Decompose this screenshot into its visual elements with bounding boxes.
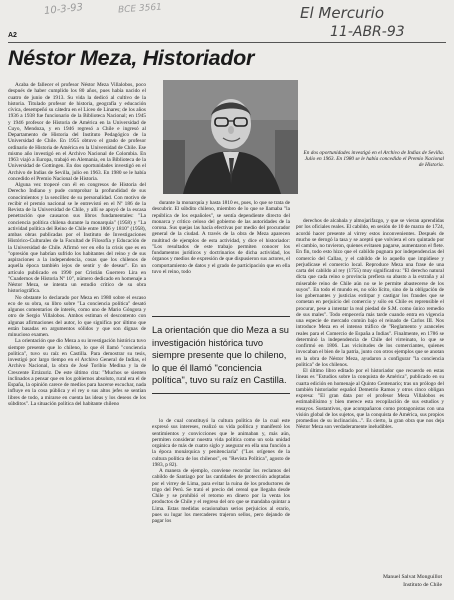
paragraph: A manera de ejemplo, conviene recordar los reclamos del cabildo de Santiago por las cantidades de protección adoptadas por el virrey de Lima, para evitar la ruina de los productores de trigo del Perú. Se trató el precio del cereal que llegaba desde Chile y se prohibió el retorno en dinero por la venta los productos de Chile y el regreso del oro que se mandaba quintar a Lima. Estas medidas ocasionaban serios perjuicios al erario, pues su lugar los mercaderes trajeron sellos, pero dejando de pagar los — [152, 468, 290, 524]
top-divider — [8, 42, 446, 43]
paragraph: Alguna vez tropecé con él en congresos de Historia del Derecho Indiano y pude comprobar la profundidad de sus conocimientos y la sencillez de su personalidad. Con motivo de recibir el premio nacional se le entrevistó en el Nº 186 de la Revista de la Universidad de Chile, y allí se apoyó de la escasa penetración que causaron sus libros fundamentales: "La conciencia política chilena durante la monarquía" (1958) y "La actividad política del Reino de Chile entre 1806 y 1810" (1958), ambas obras publicadas por el Instituto de Investigaciones Histórico-Culturales de la Facultad de Filosofía y Educación de la Universidad de Chile. Afirmó ver en ello la crisis que es en "opresión que habrían sufrido los habitantes del reino y de sus aspiraciones a la independencia, cosas que los chilenos de aquella época también iejos de sentir y de desear". En un artículo publicado en 1990 por Cristián Guerrero Lira en "Cuadernos de Historia Nº 10", número dedicado en homenaje a Néstor Meza, se intenta un estudio crítico de su obra historiográfica. — [8, 182, 146, 295]
paragraph: durante la monarquía y hasta 1810 es, pues, lo que se trata de descubrir. El súbdito chileno, miembro de lo que se llamaba "la república de los españoles", se sentía dependiente directo del monarca y critico celoso del gobierno de las autoridades de la corona. Sus quejas las hacía efectivas por medio del procurador general de la ciudad. A través de la obra de Meza aparecen multitud de ejemplos de esta actividad, y dice el historiador: "Los resultados de este trabajo permiten conocer los fundamentos jurídicos y doctrinarios de dicha actividad, los órganos y medios de expresión de que dispusieron sus actores, el comportamiento de datos y el grado de participación que en ella tuvo el reino, todo — [152, 200, 290, 275]
photo-caption: En dos oportunidades investigó en el Archivo de Indias de Sevilla. Julio en 1963. En 1980 se le había concedido el Premio Nacional de Historia. — [303, 150, 444, 169]
article-column-2 — [152, 200, 290, 275]
pull-quote-rule-bottom — [152, 393, 290, 394]
paragraph: lo de cual constituyó la cultura política de la cual este expresó sus intereses, realizó su vida política y manifestó los sentimientos y convicciones que le animaban y, más aún, permiten considerar nuestra vida política como un sola unidad orgánica de más de cuatro siglo y asegurar en ella una función a la época monárquica y penitenciaria" ("Los orígenes de la cultura política de los chilenos", en "Revista Política", agosto de 1983, p 82). — [152, 418, 290, 468]
pull-quote — [152, 316, 290, 394]
handwritten-date: 11-ABR-93 — [330, 24, 405, 40]
paragraph: derechos de alcabala y almojarifazgo, y que se vieran aprendidas por los oficiales reales. El cabildo, en sesión de 10 de marzo de 1724, acordó hacer presente al virrey estos inconvenientes. Después de mucho se derogó la tasa y se aceptó que volviera el oro quintado por el cambio, no tuvieron, quienes evitasen pagarse, aumentaron el flete. En fin, todo esto hizo que el cabildo pugnara por independencias del comercio del Callao, y el cabildo de lo aquello que impidiese y perjudicase el comercio local. Reproduce Meza una frase de una carta del cabildo al rey (1755) muy significativa: "El derecho natural dicta que cada reino o provincia prefiera su abasto a la extraña y al miserable reino de Chile aún no se le permite abastecerse de los suyos". En todo el mundo es, no sólo lícito, sino de la obligación de los gobernantes y justicias extirpar y castigar los fraudes que se cometan en perjuicio del comercio y sólo en Chile es reprensible el procurar, pese a intentar la real piedad de S.M. como único remedio de sus males". Todo empecería más tarde cuando entra en vigencia una especie de mercado común bajo el reinado de Carlos III. Nos introduce Meza en el intenso tráfico de "Reglamento y aranceles reales para el Comercio de España a Indias". Finalmente, en 1786 se determinó la independencia de Chile del virreinato, lo que se confirmó en 1806. Las vicisitudes de los comerciantes, quienes invocaban el bien de la patria, junto con otros ejemplos que se anotan en la obra de Néstor Meza, ayudaron a configurar "la conciencia política" de los chilenos. — [296, 218, 444, 368]
section-tag: A2 — [8, 32, 17, 39]
handwritten-newspaper-name: El Mercurio — [300, 4, 385, 22]
pull-quote-rule-top — [152, 316, 290, 317]
author-institution: Instituto de Chile — [403, 582, 442, 588]
handwritten-note-left: 10-3-93 — [43, 1, 84, 18]
paragraph: El último libro editado por el historiador que recuerdo en estas líneas es "Estudios sobre la conquista de América", publicado en su cuarta edición en homenaje al Quinto Centenario; tras un prólogo del también historiador español Demetrio Ramos y otros cinco obligan expresa: "El gran data por el profesor Meza Villalobos es estimabilísimo y bien merece esta recopilación de sus estudios y ensayos. Sustantivos, que acompañaron como protagonistas con una visión global de los sujetos, que la conquista de América, sus propios promedios de su inclinación...". Es cierto, la gran obra que nos deja Néstor Meza son verdaderamente ineludibles. — [296, 368, 444, 431]
pull-quote-text: La orientación que dio Meza a su investigación histórica tuvo siempre presente que lo chileno, lo que él llamó "conciencia política", tuvo su raíz en Castilla. — [152, 325, 289, 385]
paragraph: No obstante lo declarado por Meza en 1980 sobre el escaso eco de su obra, su libro sobre "La conciencia política" desató algunos comentarios de interés, como uno de Mario Góngora y otro de Sergio Villalobos. Ambos estiman el descontento con algunas afirmaciones del autor, lo que significa por último que están basadas en argumentos sólidos y que son dignas de minucioso examen. — [8, 294, 146, 338]
paragraph: La orientación que dio Meza a su investigación histórica tuvo siempre presente que lo chileno, lo que él llamó "conciencia política", tuvo su raíz en Castilla. Para demostrar su tesis, investigó por largo tiempo en el Archivo General de Indias, el Archivo Nacional, la obra de José Toribio Medina y la de Crescente Errázuriz. De este último cita: "Muchos se sienten inclinados a pensar que en los gobiernos absoluto, rural era el de España, la opinión carece de medios para hacerse escuchar, nada influye en la cosa pública y el rey o sus altos jefes se sentían libres de todo, a mirarse en cuenta las ideas y los deseos de los súbditos". La situación política del habitante chileno — [8, 338, 146, 407]
portrait-photo-image — [163, 80, 298, 194]
handwritten-note-middle: BCE 3561 — [117, 2, 163, 16]
article-headline: Néstor Meza, Historiador — [8, 46, 255, 70]
portrait-photo — [163, 80, 298, 194]
author-name: Manuel Salvat Monguillot — [382, 574, 442, 580]
article-column-2-continued — [152, 418, 290, 524]
paragraph: Acaba de fallecer el profesor Néstor Meza Villalobos, poco después de haber cumplido los 80 años, pues había nacido el cuatro de junio de 1913. Su vida la dedicó al cultivo de la historia. Titulado profesor de historia, geografía y educación cívica, desempeñó su cátedra en el Liceo de Linares; de los años 1936 a 1938 fue funcionario de la Biblioteca Nacional; en 1945 y 1946 profesor de Historia de América en la Universidad de Cuyo, Mendoza, y en 1946 regresó a Chile e ingresó al Departamento de Historia del Instituto Pedagógico de la Universidad de Chile. En 1955 obtuvo el grado de profesor ordinario de Historia de América en la Universidad de Chile. Ese mismo año investigó en el Archivo Nacional de Colombia. En 1963 viajó a Europa, trabajó en Alemania, en la Biblioteca de la Universidad de Gottingen. En dos oportunidades investigó en el Archivo de Indias de Sevilla, julio en 1963. En 1980 se le había concedido el Premio Nacional de Historia. — [8, 82, 146, 182]
article-column-1 — [8, 82, 146, 407]
article-column-3 — [296, 218, 444, 431]
